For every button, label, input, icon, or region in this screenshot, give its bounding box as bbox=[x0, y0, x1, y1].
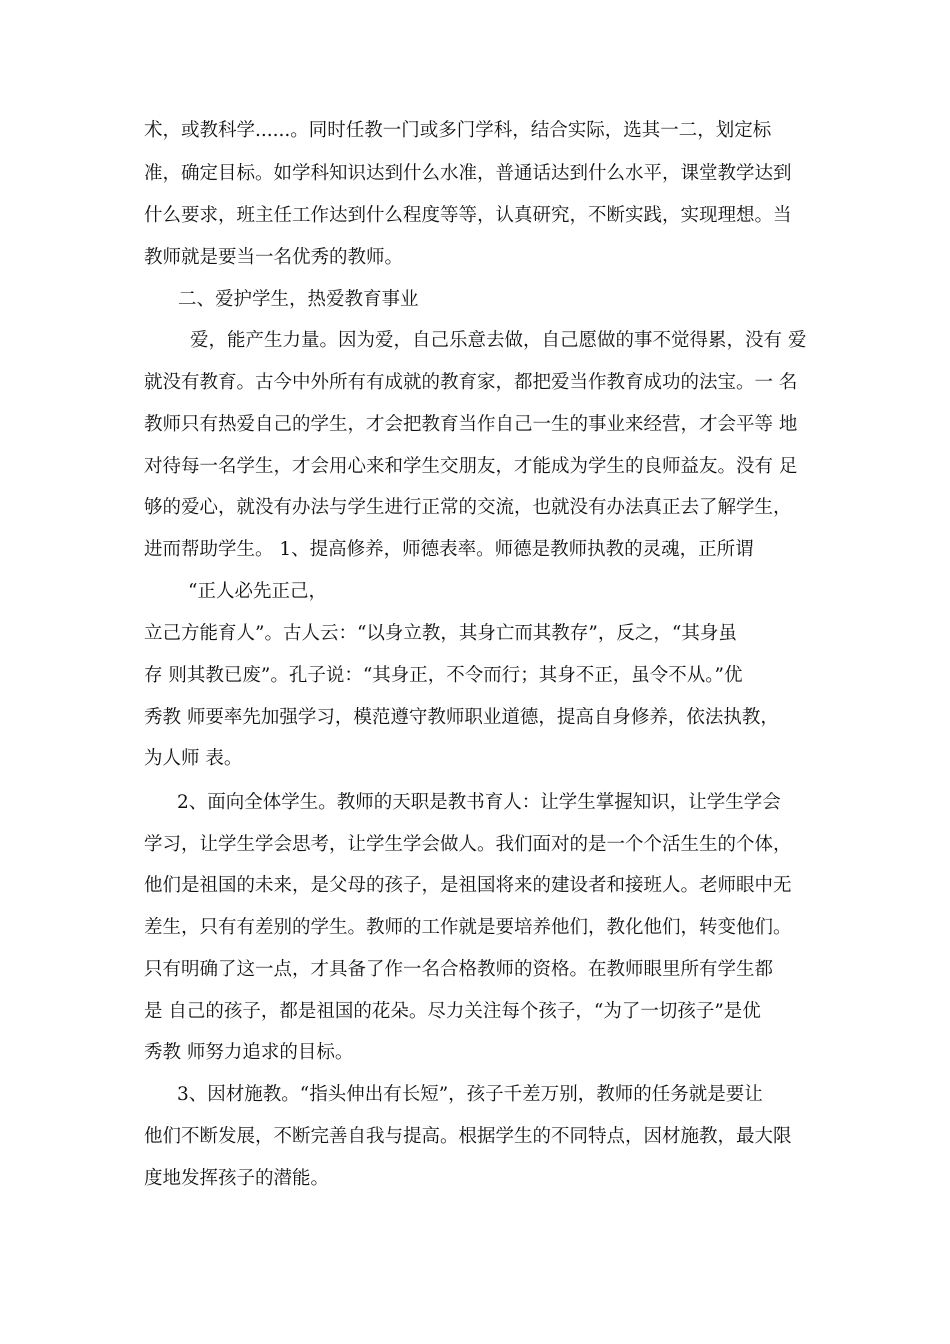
text-line: 度地发挥孩子的潜能。 bbox=[144, 1168, 330, 1189]
text-line: 秀教 师要率先加强学习，模范遵守教师职业道德，提高自身修养，依法执教， bbox=[144, 707, 779, 728]
text-line: 术，或教科学......。同时任教一门或多门学科，结合实际，选其一二，划定标 bbox=[144, 120, 772, 141]
text-line: 他们不断发展，不断完善自我与提高。根据学生的不同特点，因材施教，最大限 bbox=[144, 1126, 792, 1147]
text-line: 什么要求，班主任工作达到什么程度等等，认真研究，不断实践，实现理想。当 bbox=[144, 205, 792, 226]
text-line: 存 则其教已废”。孔子说：“其身正，不令而行；其身不正，虽令不从。”优 bbox=[144, 665, 743, 686]
text-line: 够的爱心，就没有办法与学生进行正常的交流，也就没有办法真正去了解学生， bbox=[144, 497, 792, 518]
text-line: 进而帮助学生。 1、提高修养，师德表率。师德是教师执教的灵魂，正所谓 bbox=[144, 539, 754, 560]
text-line: 教师只有热爱自己的学生，才会把教育当作自己一生的事业来经营，才会平等 地 bbox=[144, 414, 798, 435]
text-line: 他们是祖国的未来，是父母的孩子，是祖国将来的建设者和接班人。老师眼中无 bbox=[144, 875, 792, 896]
text-line: 准，确定目标。如学科知识达到什么水准，普通话达到什么水平，课堂教学达到 bbox=[144, 163, 792, 184]
numbered-item: 3、因材施教。“指头伸出有长短”，孩子千差万别，教师的任务就是要让 bbox=[177, 1084, 763, 1105]
text-line: 爱，能产生力量。因为爱，自己乐意去做，自己愿做的事不觉得累，没有 爱 bbox=[190, 330, 807, 351]
text-line: 是 自己的孩子，都是祖国的花朵。尽力关注每个孩子，“为了一切孩子”是优 bbox=[144, 1001, 761, 1022]
text-line: 对待每一名学生，才会用心来和学生交朋友，才能成为学生的良师益友。没有 足 bbox=[144, 456, 798, 477]
text-line: 教师就是要当一名优秀的教师。 bbox=[144, 247, 404, 268]
text-line: 秀教 师努力追求的目标。 bbox=[144, 1042, 354, 1063]
numbered-item: 2、面向全体学生。教师的天职是教书育人：让学生掌握知识，让学生学会 bbox=[177, 792, 781, 813]
text-line: 只有明确了这一点，才具备了作一名合格教师的资格。在教师眼里所有学生都 bbox=[144, 959, 774, 980]
text-line: 为人师 表。 bbox=[144, 748, 243, 769]
quote-line: “正人必先正己， bbox=[188, 581, 327, 602]
section-heading: 二、爱护学生，热爱教育事业 bbox=[178, 289, 419, 310]
text-line: 就没有教育。古今中外所有有成就的教育家，都把爱当作教育成功的法宝。一 名 bbox=[144, 372, 798, 393]
text-line: 立己方能育人”。古人云：“以身立教，其身亡而其教存”，反之，“其身虽 bbox=[144, 623, 737, 644]
text-line: 学习，让学生学会思考，让学生学会做人。我们面对的是一个个活生生的个体， bbox=[144, 834, 792, 855]
text-line: 差生，只有有差别的学生。教师的工作就是要培养他们，教化他们，转变他们。 bbox=[144, 917, 792, 938]
